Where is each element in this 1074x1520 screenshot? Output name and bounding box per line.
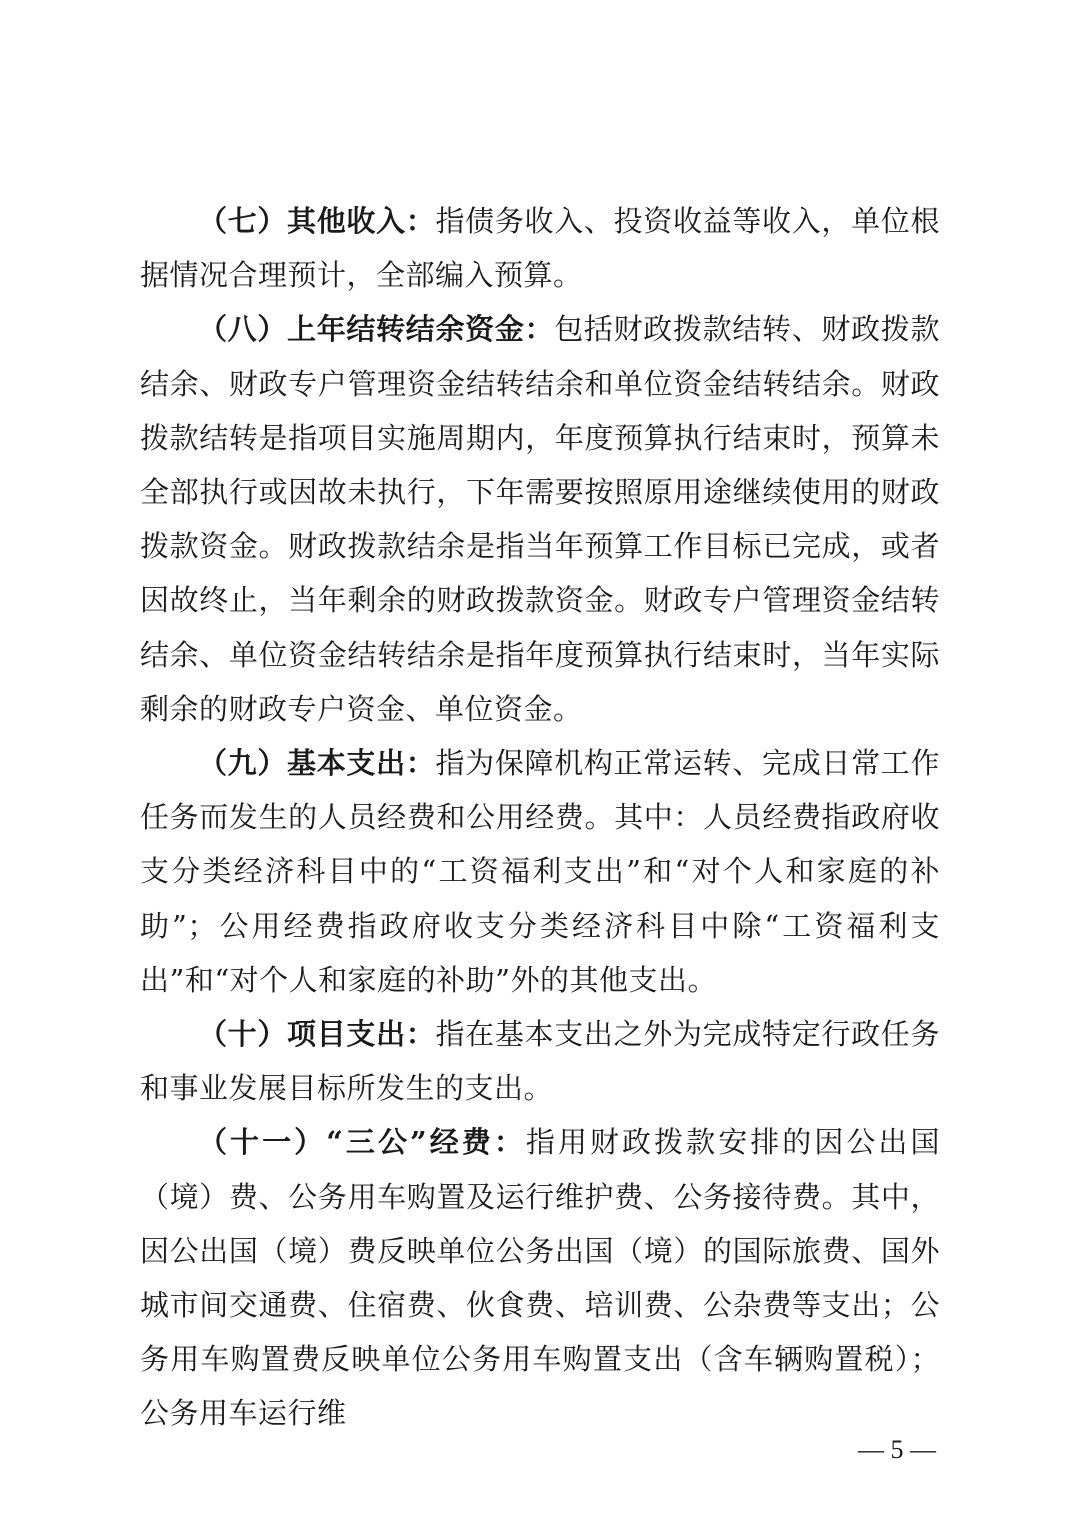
paragraph-text: 包括财政拨款结转、财政拨款结余、财政专户管理资金结转结余和单位资金结转结余。财政拨款结转是指项目实施周期内，年度预算执行结束时，预算未全部执行或因故未执行，下年需要按照原用途继续使用的财政拨款资金。财政拨款结余是指当年预算工作目标已完成，或者因故终止，当年剩余的财政拨款资金。财政专户管理资金结转结余、单位资金结转结余是指年度预算执行结束时，当年实际剩余的财政专户资金、单位资金。 bbox=[140, 312, 940, 726]
paragraph-carryover-funds bbox=[140, 302, 940, 736]
paragraph-basic-expenditure bbox=[140, 736, 940, 1007]
paragraph-three-public-expenses bbox=[140, 1115, 940, 1440]
term-label: （十）项目支出： bbox=[198, 1017, 436, 1052]
paragraph-text: 指在基本支出之外为完成特定行政任务和事业发展目标所发生的支出。 bbox=[140, 1017, 940, 1106]
paragraph-text: 指为保障机构正常运转、完成日常工作任务而发生的人员经费和公用经费。其中：人员经费指政府收支分类经济科目中的“工资福利支出”和“对个人和家庭的补助”；公用经费指政府收支分类经济科目中除“工资福利支出”和“对个人和家庭的补助”外的其他支出。 bbox=[140, 746, 940, 997]
term-label: （八）上年结转结余资金： bbox=[198, 312, 555, 347]
term-label: （七）其他收入： bbox=[198, 204, 436, 238]
paragraph-text: 指债务收入、投资收益等收入，单位根据情况合理预计，全部编入预算。 bbox=[140, 204, 940, 293]
paragraph-text: 指用财政拨款安排的因公出国（境）费、公务用车购置及运行维护费、公务接待费。其中，因公出国（境）费反映单位公务出国（境）的国际旅费、国外城市间交通费、住宿费、伙食费、培训费、公杂费等支出；公务用车购置费反映单位公务用车购置支出（含车辆购置税）；公务用车运行维 bbox=[140, 1125, 940, 1431]
document-body bbox=[140, 194, 940, 1441]
paragraph-other-income bbox=[140, 194, 940, 302]
paragraph-project-expenditure bbox=[140, 1007, 940, 1115]
term-label: （九）基本支出： bbox=[198, 746, 436, 781]
page-number: — 5 — bbox=[858, 1435, 936, 1464]
term-label: （十一）“三公”经费： bbox=[198, 1125, 526, 1160]
